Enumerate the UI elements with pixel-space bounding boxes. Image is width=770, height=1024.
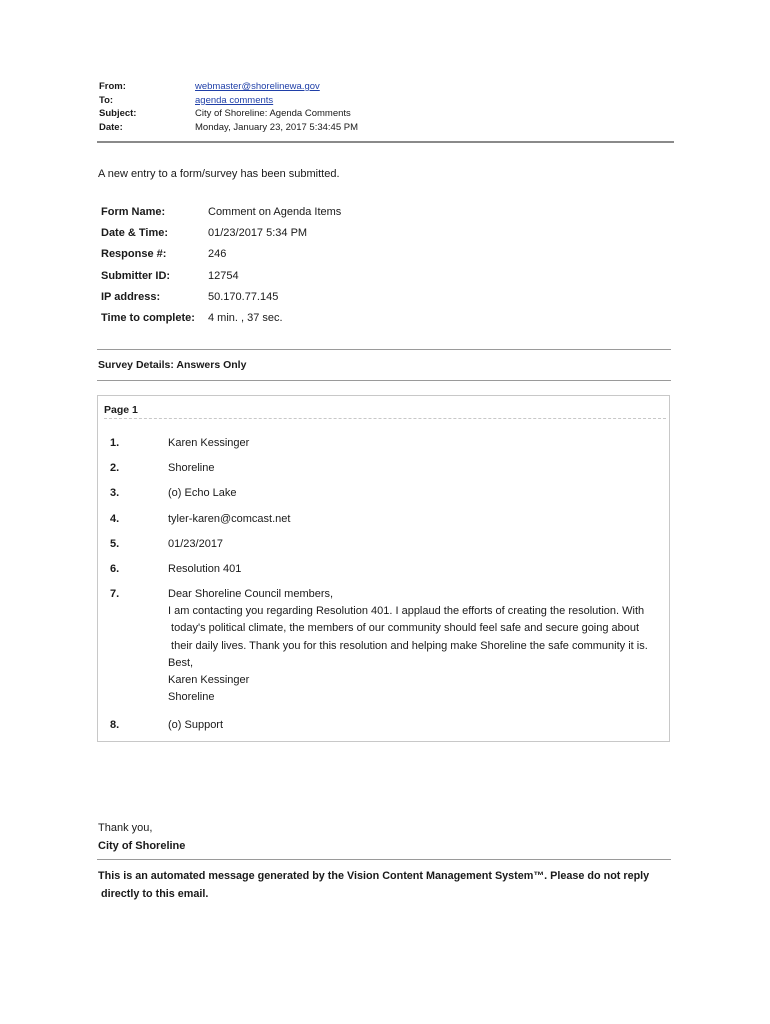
meta-row-submitter-id [101,265,341,286]
answer-item [110,485,663,502]
meta-label: Form Name: [101,205,166,218]
answer-item [110,561,663,578]
answer-text [168,561,663,578]
header-divider [97,141,674,143]
answer-line: Karen Kessinger [168,437,250,449]
meta-row-ip-address [101,286,341,307]
meta-label: Response #: [101,248,167,261]
footer-line: directly to this email. [98,888,209,900]
answer-line: Dear Shoreline Council members, [168,588,334,600]
date-label: Date: [99,121,123,133]
to-label: To: [99,94,114,106]
answer-line: Karen Kessinger [168,674,250,687]
meta-row-time-to-complete [101,307,341,328]
answer-text [168,586,663,706]
to-row [99,94,674,108]
subject-label: Subject: [99,108,137,119]
answer-number: 2. [110,462,120,474]
answer-number: 3. [110,487,120,499]
answer-number: 4. [110,513,120,525]
meta-label: Date & Time: [101,226,169,239]
answer-line: today's political climate, the members of our community should feel safe and secure going about [168,622,640,635]
email-header [99,80,674,134]
answer-item [110,460,663,477]
answer-line: their daily lives. Thank you for this resolution and helping make Shoreline the safe community it is. [168,639,648,652]
meta-value: Comment on Agenda Items [208,205,342,218]
meta-value: 246 [208,248,227,261]
meta-value: 12754 [208,269,239,282]
meta-value: 01/23/2017 5:34 PM [208,226,308,239]
page-title: Page 1 [104,404,138,416]
answer-line: Shoreline [168,691,215,704]
from-label: From: [99,81,126,92]
answer-number: 7. [110,588,120,600]
answer-text [168,536,663,553]
answer-line: I am contacting you regarding Resolution 401. I applaud the efforts of creating the resolution. With [168,605,645,618]
answer-line: (o) Echo Lake [168,487,237,499]
answer-text [168,460,663,477]
answer-line: (o) Support [168,719,224,731]
answers-page-box [97,395,670,742]
answer-line: Best, [168,656,194,669]
answer-item [110,717,663,734]
answer-text [168,485,663,502]
answer-line: tyler-karen@comcast.net [168,513,291,525]
from-email-link[interactable]: webmaster@shorelinewa.gov [195,81,320,92]
answer-item [110,435,663,452]
meta-label: Time to complete: [101,312,195,325]
footer-divider [97,859,671,860]
answer-number: 8. [110,719,120,731]
section-top-divider [97,349,671,350]
organization-name: City of Shoreline [98,839,186,852]
meta-row-response [101,244,341,265]
meta-label: Submitter ID: [101,269,171,282]
answer-line: 01/23/2017 [168,538,224,550]
answer-text [168,717,663,734]
answer-number: 5. [110,538,120,550]
automated-message-note [98,867,658,903]
answer-text [168,511,663,528]
answer-item [110,511,663,528]
answer-number: 1. [110,437,120,449]
footer-line: This is an automated message generated by the Vision Content Management System™. Please do not reply [98,870,650,882]
meta-row-date-time [101,222,341,243]
section-bottom-divider [97,380,671,381]
closing [98,820,185,855]
answer-item [110,536,663,553]
intro-text: A new entry to a form/survey has been submitted. [98,168,340,180]
subject-row [99,107,674,121]
answer-line: Resolution 401 [168,563,242,575]
thanks-text: Thank you, [98,822,153,834]
answer-text [168,435,663,452]
meta-row-form-name [101,201,341,222]
meta-value: 4 min. , 37 sec. [208,312,283,325]
page-title-divider [104,418,666,419]
section-title: Survey Details: Answers Only [98,359,247,371]
to-email-link[interactable]: agenda comments [195,94,274,106]
from-row [99,80,674,94]
subject-value: City of Shoreline: Agenda Comments [195,108,351,119]
date-value: Monday, January 23, 2017 5:34:45 PM [195,121,359,133]
answer-item [110,586,663,706]
date-row [99,121,674,135]
meta-label: IP address: [101,290,161,303]
meta-value: 50.170.77.145 [208,290,279,303]
answer-line: Shoreline [168,462,215,474]
form-meta-table [101,201,341,329]
answer-number: 6. [110,563,120,575]
